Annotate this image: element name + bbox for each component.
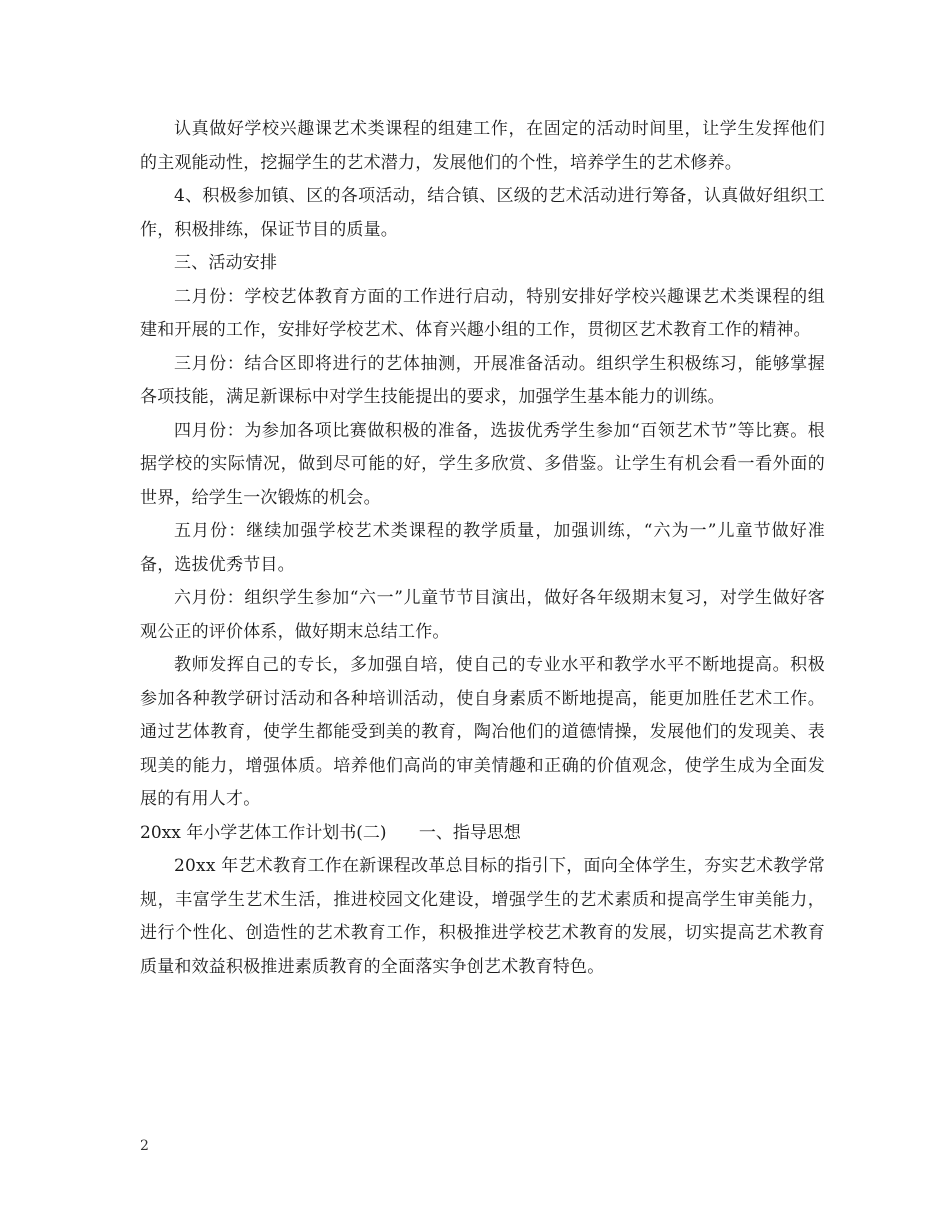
paragraph-february: 二月份：学校艺体教育方面的工作进行启动，特别安排好学校兴趣课艺术类课程的组建和开展的工作，安排好学校艺术、体育兴趣小组的工作，贯彻区艺术教育工作的精神。: [140, 286, 825, 340]
paragraph-may: 五月份：继续加强学校艺术类课程的教学质量，加强训练，“六为一”儿童节做好准备，选拔优秀节目。: [140, 521, 825, 575]
paragraph-teachers: 教师发挥自己的专长，多加强自培，使自己的专业水平和教学水平不断地提高。积极参加各种教学研讨活动和各种培训活动，使自身素质不断地提高，能更加胜任艺术工作。通过艺体教育，使学生都能受到美的教育，陶冶他们的道德情操，发展他们的发现美、表现美的能力，增强体质。培养他们高尚的审美情趣和正确的价值观念，使学生成为全面发展的有用人才。: [140, 655, 825, 809]
paragraph-june: 六月份：组织学生参加“六一”儿童节节目演出，做好各年级期末复习，对学生做好客观公正的评价体系，做好期末总结工作。: [140, 588, 825, 642]
section-heading-activity-schedule: 三、活动安排: [174, 253, 278, 273]
paragraph-art-courses: 认真做好学校兴趣课艺术类课程的组建工作，在固定的活动时间里，让学生发挥他们的主观能动性，挖掘学生的艺术潜力，发展他们的个性，培养学生的艺术修养。: [140, 119, 825, 173]
paragraph-march: 三月份：结合区即将进行的艺体抽测，开展准备活动。组织学生积极练习，能够掌握各项技能，满足新课标中对学生技能提出的要求，加强学生基本能力的训练。: [140, 353, 825, 407]
document-title-line: 20xx 年小学艺体工作计划书(二) 一、指导思想: [140, 822, 521, 843]
document-body: [140, 113, 825, 984]
paragraph-guiding-ideology: 20xx 年艺术教育工作在新课程改革总目标的指引下，面向全体学生，夯实艺术教学常规，丰富学生艺术生活，推进校园文化建设，增强学生的艺术素质和提高学生审美能力，进行个性化、创造性的艺术教育工作，积极推进学校艺术教育的发展，切实提高艺术教育质量和效益积极推进素质教育的全面落实争创艺术教育特色。: [140, 856, 825, 977]
page-number: 2: [140, 1138, 149, 1154]
paragraph-activities: 4、积极参加镇、区的各项活动，结合镇、区级的艺术活动进行筹备，认真做好组织工作，积极排练，保证节目的质量。: [140, 186, 825, 240]
paragraph-april: 四月份：为参加各项比赛做积极的准备，选拔优秀学生参加“百领艺术节”等比赛。根据学校的实际情况，做到尽可能的好，学生多欣赏、多借鉴。让学生有机会看一看外面的世界，给学生一次锻炼的机会。: [140, 420, 825, 508]
